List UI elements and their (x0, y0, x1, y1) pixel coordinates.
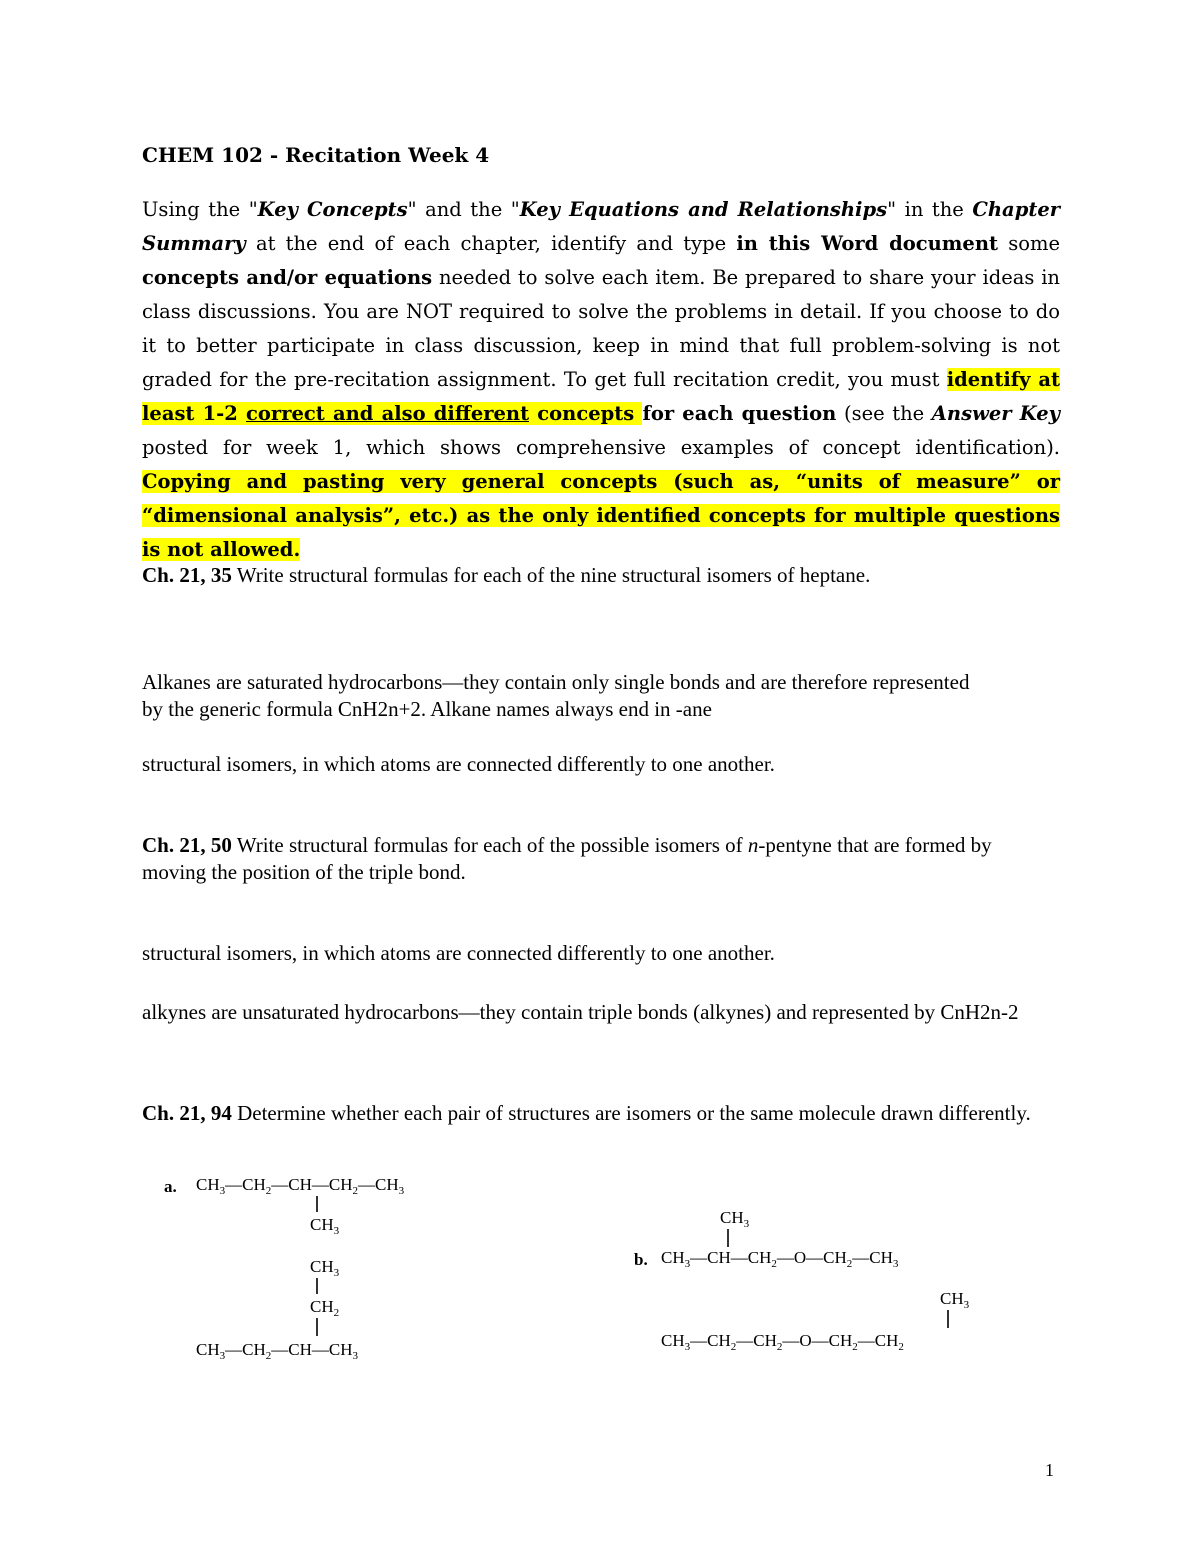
label-b: b. (634, 1250, 648, 1269)
question-21-50: Ch. 21, 50 Write structural formulas for each of the possible isomers of n-pentyne that are formed by moving the position of the triple bond. (142, 833, 992, 884)
formula-a2-top: $CH_3$ (310, 1257, 340, 1279)
answer-structural-isomers-1: structural isomers, in which atoms are connected differently to one another. (142, 752, 775, 776)
formula-a2-mid: $CH_2$ (310, 1297, 340, 1319)
page-title: CHEM 102 - Recitation Week 4 (142, 143, 490, 167)
formula-b2-branch: $CH_3$ (940, 1289, 970, 1311)
formula-a1: $CH_3—CH_2—CH—CH_2—CH_3$ (196, 1175, 405, 1197)
formula-b1: $CH_3—CH—CH_2—O—CH_2—CH_3$ (661, 1248, 899, 1270)
answer-structural-isomers-2: structural isomers, in which atoms are connected differently to one another. (142, 941, 775, 965)
question-21-94: Ch. 21, 94 Determine whether each pair of structures are isomers or the same molecule drawn differently. (142, 1101, 1031, 1125)
answer-alkanes: Alkanes are saturated hydrocarbons—they contain only single bonds and are therefore represented by the generic formula CnH2n+2. Alkane names always end in -ane (142, 670, 970, 721)
page-number: 1 (1045, 1460, 1054, 1480)
formula-b1-branch: $CH_3$ (720, 1208, 750, 1230)
answer-alkynes: alkynes are unsaturated hydrocarbons—they contain triple bonds (alkynes) and represented by CnH2n-2 (142, 1000, 1019, 1024)
formula-a1-branch: $CH_3$ (310, 1215, 340, 1237)
instructions-paragraph: Using the "Key Concepts" and the "Key Equations and Relationships" in the Chapter Summary at the end of each chapter, identify and type in this Word document some concepts and/or equations needed to solve each item. Be prepared to share your ideas in class discussions. You are NOT required to solve the problems in detail. If you choose to do it to better participate in class discussion, keep in mind that full problem-solving is not graded for the pre-recitation assignment. To get full recitation credit, you must identify at least 1-2 correct and also different concepts for each question (see the Answer Key posted for week 1, which shows comprehensive examples of concept identification). Copying and pasting very general concepts (such as, “units of measure” or “dimensional analysis”, etc.) as the only identified concepts for multiple questions is not allowed. (142, 198, 1061, 561)
question-21-35: Ch. 21, 35 Write structural formulas for each of the nine structural isomers of heptane. (142, 563, 871, 587)
formula-a2-main: $CH_3—CH_2—CH—CH_3$ (196, 1340, 358, 1362)
label-a: a. (164, 1177, 177, 1196)
formula-b2: $CH_3—CH_2—CH_2—O—CH_2—CH_2$ (661, 1331, 904, 1353)
